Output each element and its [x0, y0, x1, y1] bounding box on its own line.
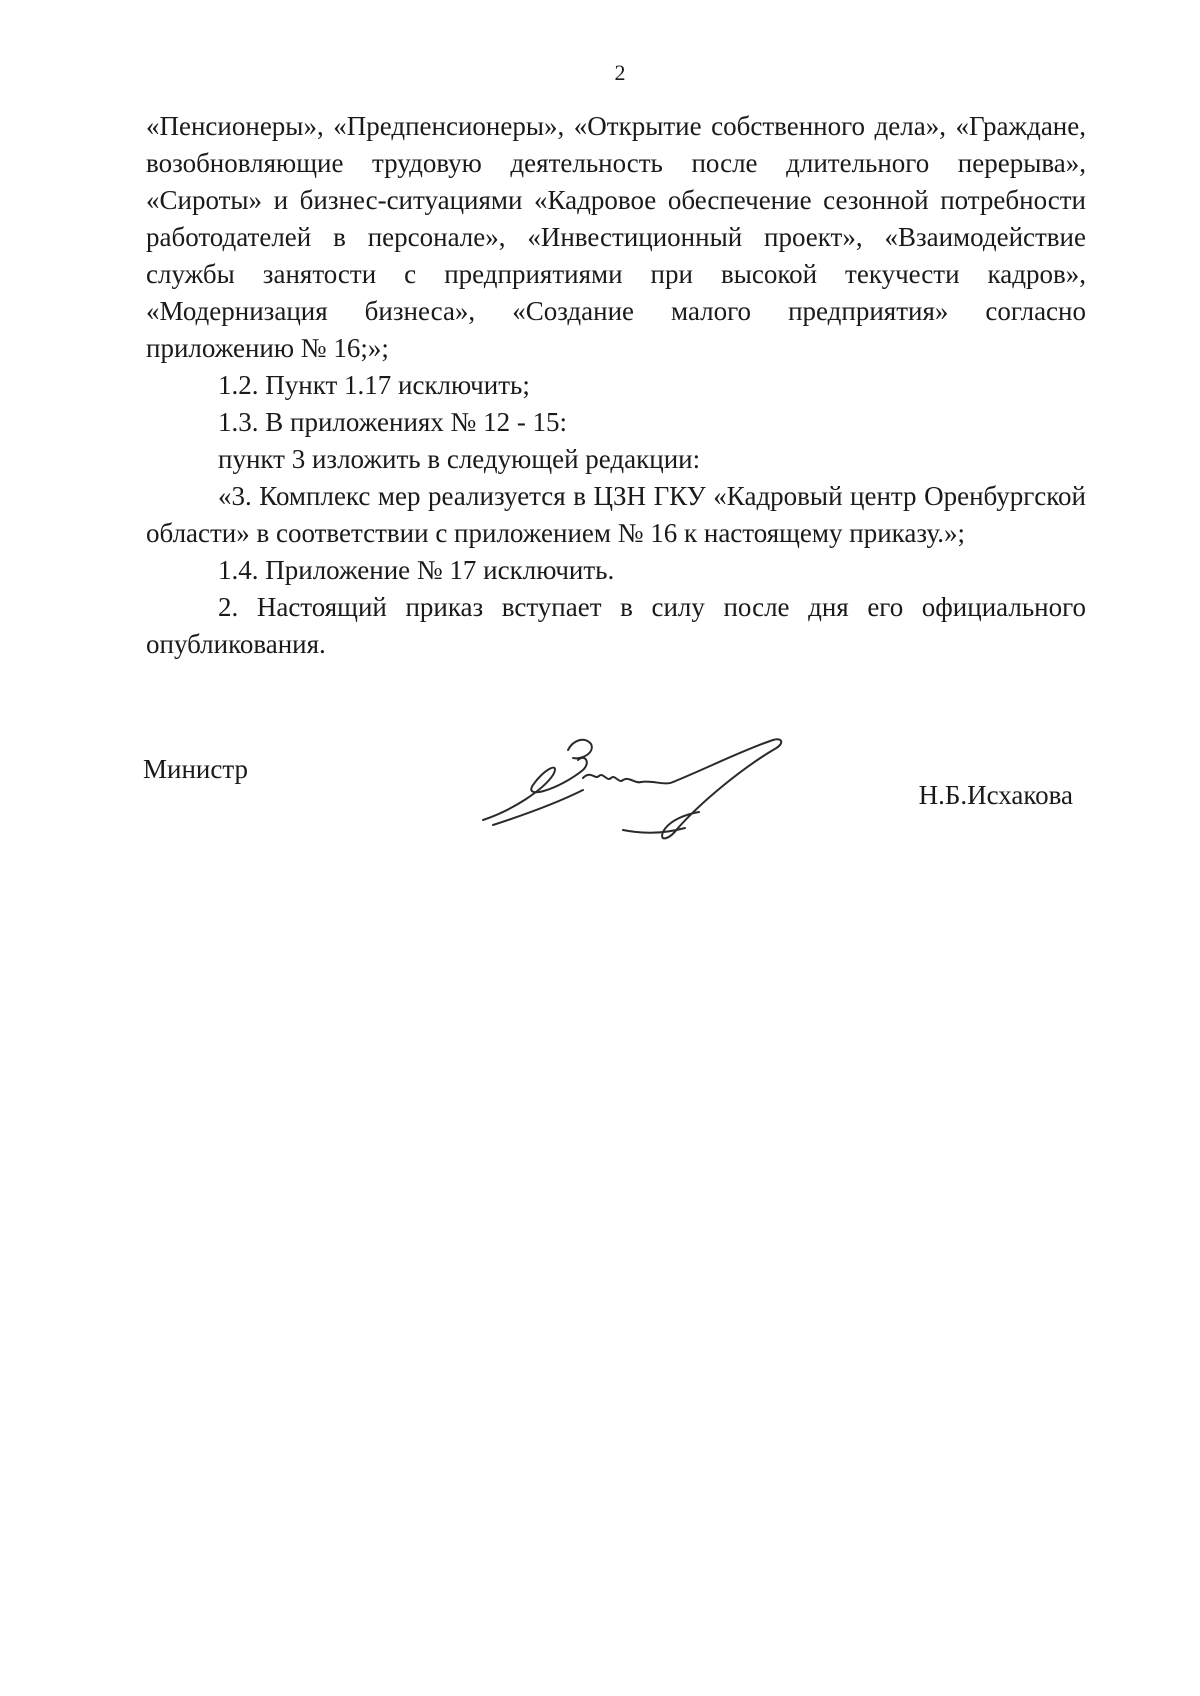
- paragraph-item-1-3: 1.3. В приложениях № 12 - 15:: [218, 407, 568, 437]
- paragraph-quoted-item-3: «3. Комплекс мер реализуется в ЦЗН ГКУ «Кадровый центр Оренбургской области» в соответствии с приложением № 16 к настоящему приказу.»;: [146, 481, 1086, 548]
- paragraph-item-1-4: 1.4. Приложение № 17 исключить.: [218, 555, 615, 585]
- paragraph-item-1-3-instruction: пункт 3 изложить в следующей редакции:: [218, 444, 701, 474]
- paragraph-continuation: «Пенсионеры», «Предпенсионеры», «Открытие собственного дела», «Граждане, возобновляющие трудовую деятельность после длительного перерыва», «Сироты» и бизнес-ситуациями «Кадровое обеспечение сезонной потребности работодателей в персонале», «Инвестиционный проект», «Взаимодействие службы занятости с предприятиями при высокой текучести кадров», «Модернизация бизнеса», «Создание малого предприятия» согласно приложению № 16;»;: [146, 111, 1086, 363]
- paragraph-item-1-2: 1.2. Пункт 1.17 исключить;: [218, 370, 530, 400]
- signer-name: Н.Б.Исхакова: [918, 780, 1073, 810]
- page-number: 2: [614, 60, 626, 85]
- document-body: [146, 108, 1086, 663]
- signer-position: Министр: [143, 754, 248, 784]
- signature-block: [143, 740, 1083, 860]
- handwritten-signature: [473, 730, 793, 850]
- paragraph-item-2: 2. Настоящий приказ вступает в силу после дня его официального опубликования.: [146, 592, 1086, 659]
